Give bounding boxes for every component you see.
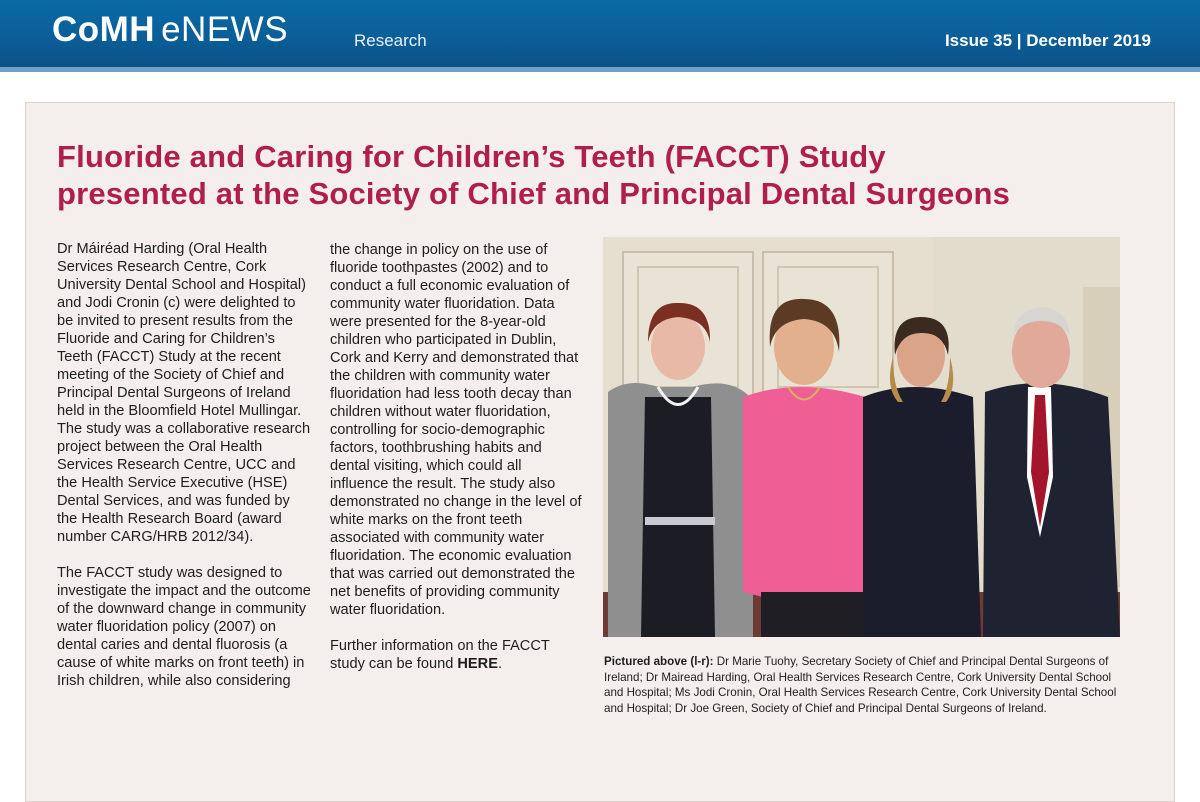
photo-caption [604,654,1124,716]
article-paragraph: Dr Máiréad Harding (Oral Health Services Research Centre, Cork University Dental School and Hospital) and Jodi Cronin (c) were delighted to be invited to present results from the Fluoride and Caring for Children’s Teeth (FACCT) Study at the recent meeting of the Society of Chief and Principal Dental Surgeons of Ireland held in the Bloomfield Hotel Mullingar. The study was a collaborative research project between the Oral Health Services Research Centre, UCC and the Health Service Executive (HSE) Dental Services, and was funded by the Health Research Board (award number CARG/HRB 2012/34). [57,241,311,545]
group-photo [603,237,1120,637]
brand-name: CoMH [52,10,156,49]
brand-enews: eNEWS [161,10,289,49]
further-info-end: . [497,656,502,672]
article-title [57,138,1157,212]
caption-text: Dr Marie Tuohy, Secretary Society of Chief and Principal Dental Surgeons of Ireland; Dr Mairead Harding, Oral Health Services Research Centre, Cork University Dental School and Hospital; Ms Jodi Cronin, Oral Health Services Research Centre, Cork University Dental School and Hospital; Dr Joe Green, Society of Chief and Principal Dental Surgeons of Ireland. [604,655,1117,715]
here-link[interactable]: HERE [457,656,498,672]
article-title-line-2: presented at the Society of Chief and Principal Dental Surgeons [57,176,1011,211]
article-column-2 [330,241,582,691]
header-bar [0,0,1200,72]
further-info-text: Further information on the FACCT study can be found [330,638,550,672]
article-title-line-1: Fluoride and Caring for Children’s Teeth (FACCT) Study [57,139,886,174]
caption-label: Pictured above (l-r): [604,655,714,668]
section-label[interactable]: Research [354,31,427,50]
article-paragraph: the change in policy on the use of fluoride toothpastes (2002) and to conduct a full economic evaluation of community water fluoridation. Data were presented for the 8-year-old children who participated in Dublin, Cork and Kerry and demonstrated that the children with community water fluoridation had less tooth decay than children without water fluoridation, controlling for socio-demographic factors, toothbrushing habits and dental visiting, which could all influence the result. The study also demonstrated no change in the level of white marks on the front teeth associated with community water fluoridation. The economic evaluation that was carried out demonstrated the net benefits of providing community water fluoridation. [330,242,582,618]
article-column-1 [57,240,311,708]
brand-logo[interactable] [52,10,288,50]
further-info-paragraph [330,637,582,673]
article-paragraph: The FACCT study was designed to investigate the impact and the outcome of the downward change in community water fluoridation policy (2007) on dental caries and dental fluorosis (a cause of white marks on front teeth) in Irish children, while also considering [57,565,311,689]
group-photo-illustration [603,237,1120,637]
issue-label: Issue 35 | December 2019 [944,31,1151,50]
